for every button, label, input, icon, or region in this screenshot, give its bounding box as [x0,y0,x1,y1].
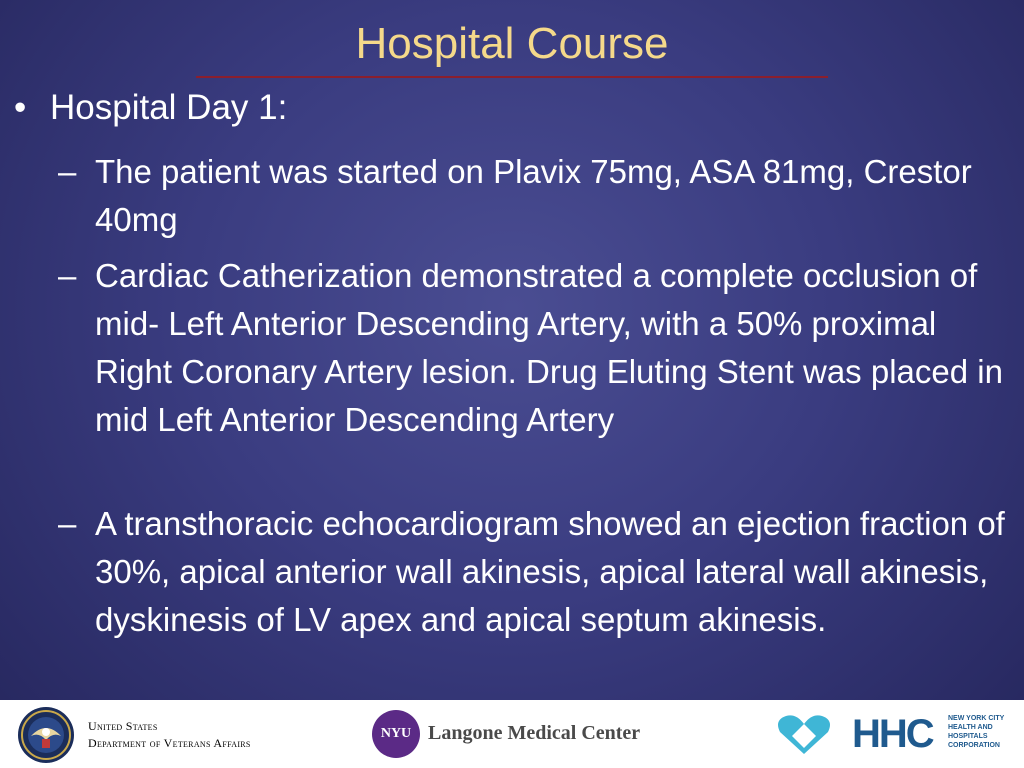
hhc-line-4: CORPORATION [948,742,1000,749]
hhc-line-2: HEALTH AND [948,724,993,731]
va-line-1: United States [88,719,158,733]
list-item-text: Cardiac Catherization demonstrated a complete occlusion of mid- Left Anterior Descending Artery, with a 50% proximal Right Coronary Artery lesion. Drug Eluting Stent was placed in mid Left Anterior Descending Artery [95,257,1003,438]
hhc-logo-text: HHC [852,712,933,756]
list-item-text: A transthoracic echocardiogram showed an ejection fraction of 30%, apical anterior wall akinesis, apical lateral wall akinesis, dyskinesis of LV apex and apical septum akinesis. [95,505,1005,638]
footer-logos [0,700,1024,768]
list-item-text: The patient was started on Plavix 75mg, ASA 81mg, Crestor 40mg [95,153,972,238]
va-seal-icon [17,706,75,764]
bullet-icon: • [14,88,27,127]
title-underline [196,76,828,78]
hhc-corporation-text [948,714,1022,750]
va-name [88,718,251,752]
dash-icon: – [58,153,77,190]
nyu-logo: NYU [372,710,420,758]
hhc-line-1: NEW YORK CITY [948,715,1005,722]
hhc-line-3: HOSPITALS [948,733,988,740]
hhc-heart-icon [776,712,832,756]
va-line-2: Department of Veterans Affairs [88,736,251,750]
slide-title: Hospital Course [355,19,669,68]
dash-icon: – [58,505,77,542]
dash-icon: – [58,257,77,294]
nyu-name: Langone Medical Center [428,722,641,744]
level1-heading: Hospital Day 1: [50,88,288,127]
